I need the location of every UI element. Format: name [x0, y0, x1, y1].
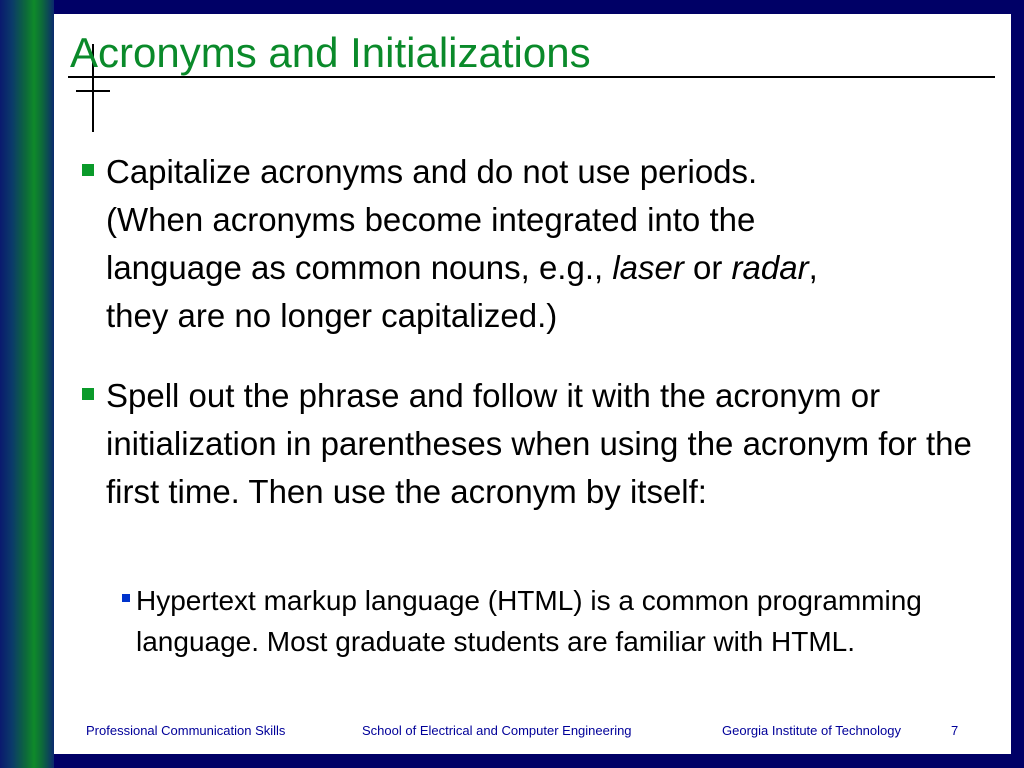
square-bullet-icon	[82, 164, 94, 176]
small-square-bullet-icon	[122, 594, 130, 602]
square-bullet-icon	[82, 388, 94, 400]
bullet-spell-out	[82, 372, 982, 516]
title-underline	[68, 76, 995, 78]
footer-course: Professional Communication Skills	[86, 723, 286, 738]
slide-title: Acronyms and Initializations	[70, 29, 591, 76]
side-decorative-band	[0, 0, 54, 768]
sub-bullet-example	[122, 580, 942, 662]
slide-canvas	[54, 14, 1011, 754]
footer-institution: Georgia Institute of Technology	[722, 723, 901, 738]
footer-school: School of Electrical and Computer Engineering	[362, 723, 632, 738]
corner-horizontal-rule	[76, 90, 110, 92]
page-number: 7	[951, 723, 959, 738]
bullet-text: Capitalize acronyms and do not use periods. (When acronyms become integrated into the language as common nouns, e.g., laser or radar, they are no longer capitalized.)	[106, 153, 818, 334]
sub-bullet-text: Hypertext markup language (HTML) is a common programming language. Most graduate students are familiar with HTML.	[136, 585, 922, 657]
bullet-text: Spell out the phrase and follow it with the acronym or initialization in parentheses when using the acronym for the first time. Then use the acronym by itself:	[106, 377, 972, 510]
bullet-capitalize	[82, 148, 982, 340]
